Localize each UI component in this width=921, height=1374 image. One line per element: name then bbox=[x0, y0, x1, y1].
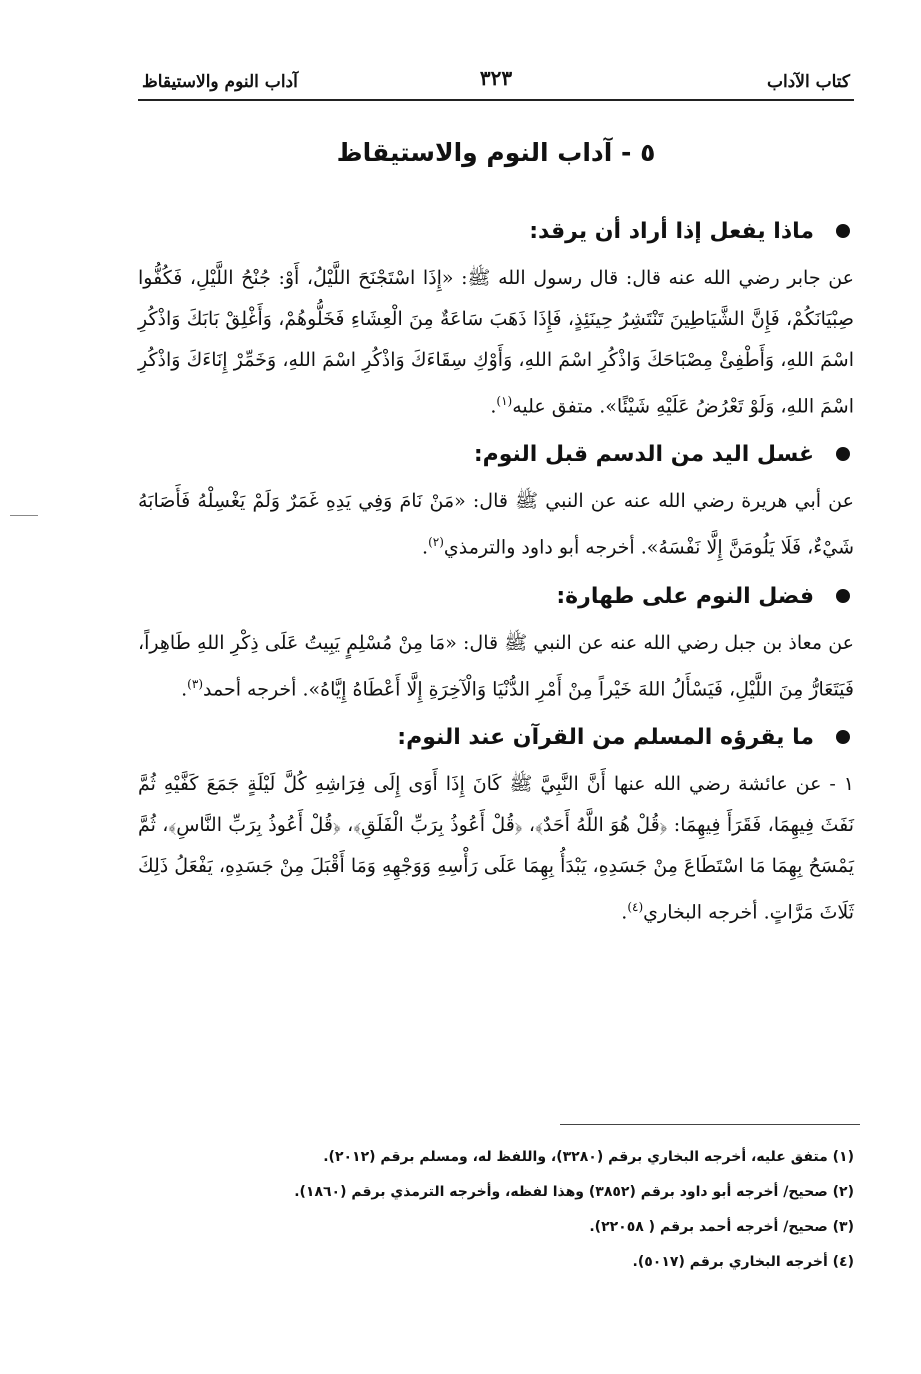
bullet-icon bbox=[836, 224, 850, 238]
footnote-rule bbox=[560, 1124, 860, 1125]
paragraph-suffix: . bbox=[490, 395, 497, 418]
footnote-marker: (٢) bbox=[428, 535, 444, 550]
footnotes bbox=[138, 1140, 854, 1280]
section-heading bbox=[138, 212, 854, 252]
footnote: (٢) صحيح/ أخرجه أبو داود برقم (٣٨٥٢) وهذا لفظه، وأخرجه الترمذي برقم (١٨٦٠). bbox=[294, 1184, 854, 1200]
bullet-icon bbox=[836, 730, 850, 744]
section-heading bbox=[138, 718, 854, 758]
section-paragraph bbox=[138, 623, 854, 710]
margin-mark bbox=[10, 515, 38, 516]
paragraph-text: عن معاذ بن جبل رضي الله عنه عن النبي ﷺ قال: «مَا مِنْ مُسْلِمٍ يَبِيتُ عَلَى ذِكْرِ اللهِ طَاهِراً، فَيَتَعَارُّ مِنَ اللَّيْلِ، فَيَسْأَلُ اللهَ خَيْراً مِنْ أَمْرِ الدُّنْيَا وَالْآخِرَةِ إِلَّا أَعْطَاهُ إِيَّاهُ». أخرجه أحمد bbox=[138, 631, 854, 700]
page-number: ٣٢٣ bbox=[479, 66, 513, 90]
footnote: (١) متفق عليه، أخرجه البخاري برقم (٣٢٨٠)، واللفظ له، ومسلم برقم (٢٠١٢). bbox=[323, 1149, 854, 1165]
footnote-marker: (١) bbox=[496, 394, 513, 408]
header-rule bbox=[138, 99, 854, 101]
paragraph-suffix: . bbox=[422, 536, 429, 559]
running-header bbox=[138, 66, 854, 102]
paragraph-suffix: . bbox=[621, 901, 628, 924]
footnote-marker: (٤) bbox=[627, 899, 644, 914]
section-heading-text: ماذا يفعل إذا أراد أن يرقد: bbox=[529, 219, 814, 244]
bullet-icon bbox=[836, 447, 850, 461]
section-paragraph bbox=[138, 481, 854, 568]
book-title: كتاب الآداب bbox=[766, 72, 850, 92]
paragraph-text: عن أبي هريرة رضي الله عنه عن النبي ﷺ قال: «مَنْ نَامَ وَفِي يَدِهِ غَمَرٌ وَلَمْ يَغْسِلْهُ فَأَصَابَهُ شَيْءٌ، فَلَا يَلُومَنَّ إِلَّا نَفْسَهُ». أخرجه أبو داود والترمذي bbox=[138, 490, 854, 559]
section-paragraph bbox=[138, 258, 854, 427]
footnote: (٣) صحيح/ أخرجه أحمد برقم ( ٢٢٠٥٨). bbox=[589, 1219, 854, 1235]
paragraph-text: ١ - عن عائشة رضي الله عنها أَنَّ النَّبِيَّ ﷺ كَانَ إِذَا أَوَى إِلَى فِرَاشِهِ كُلَّ لَيْلَةٍ جَمَعَ كَفَّيْهِ ثُمَّ نَفَثَ فِيهِمَا، فَقَرَأَ فِيهِمَا: ﴿قُلْ هُوَ اللَّهُ أَحَدٌ﴾، ﴿قُلْ أَعُوذُ بِرَبِّ الْفَلَقِ﴾، ﴿قُلْ أَعُوذُ بِرَبِّ النَّاسِ﴾، ثُمَّ يَمْسَحُ بِهِمَا مَا اسْتَطَاعَ مِنْ جَسَدِهِ، يَبْدَأُ بِهِمَا عَلَى رَأْسِهِ وَوَجْهِهِ وَمَا أَقْبَلَ مِنْ جَسَدِهِ، يَفْعَلُ ذَلِكَ ثَلَاثَ مَرَّاتٍ. أخرجه البخاري bbox=[138, 772, 854, 924]
section-heading-text: ما يقرؤه المسلم من القرآن عند النوم: bbox=[397, 724, 814, 750]
chapter-title: ٥ - آداب النوم والاستيقاظ bbox=[336, 138, 656, 167]
footnote-marker: (٣) bbox=[187, 676, 203, 691]
section-paragraph bbox=[138, 764, 854, 933]
section-running-title: آداب النوم والاستيقاظ bbox=[142, 72, 298, 92]
section-heading bbox=[138, 435, 854, 475]
paragraph-text: عن جابر رضي الله عنه قال: قال رسول الله ﷺ: «إِذَا اسْتَجْنَحَ اللَّيْلُ، أَوْ: جُنْحُ اللَّيْلِ، فَكُفُّوا صِبْيَانَكُمْ، فَإِنَّ الشَّيَاطِينَ تَنْتَشِرُ حِينَئِذٍ، فَإِذَا ذَهَبَ سَاعَةٌ مِنَ الْعِشَاءِ فَخَلُّوهُمْ، وَأَغْلِقْ بَابَكَ وَاذْكُرِ اسْمَ اللهِ، وَأَطْفِئْ مِصْبَاحَكَ وَاذْكُرِ اسْمَ اللهِ، وَأَوْكِ سِقَاءَكَ وَاذْكُرِ اسْمَ اللهِ، وَخَمِّرْ إِنَاءَكَ وَاذْكُرِ اسْمَ اللهِ، وَلَوْ تَعْرُضُ عَلَيْهِ شَيْئًا». متفق عليه bbox=[138, 267, 854, 418]
section-heading-text: غسل اليد من الدسم قبل النوم: bbox=[473, 442, 814, 468]
footnote: (٤) أخرجه البخاري برقم (٥٠١٧). bbox=[632, 1254, 854, 1270]
main-content bbox=[138, 212, 854, 941]
paragraph-suffix: . bbox=[181, 677, 188, 700]
section-heading bbox=[138, 577, 854, 617]
section-heading-text: فضل النوم على طهارة: bbox=[556, 583, 814, 609]
bullet-icon bbox=[836, 589, 850, 603]
